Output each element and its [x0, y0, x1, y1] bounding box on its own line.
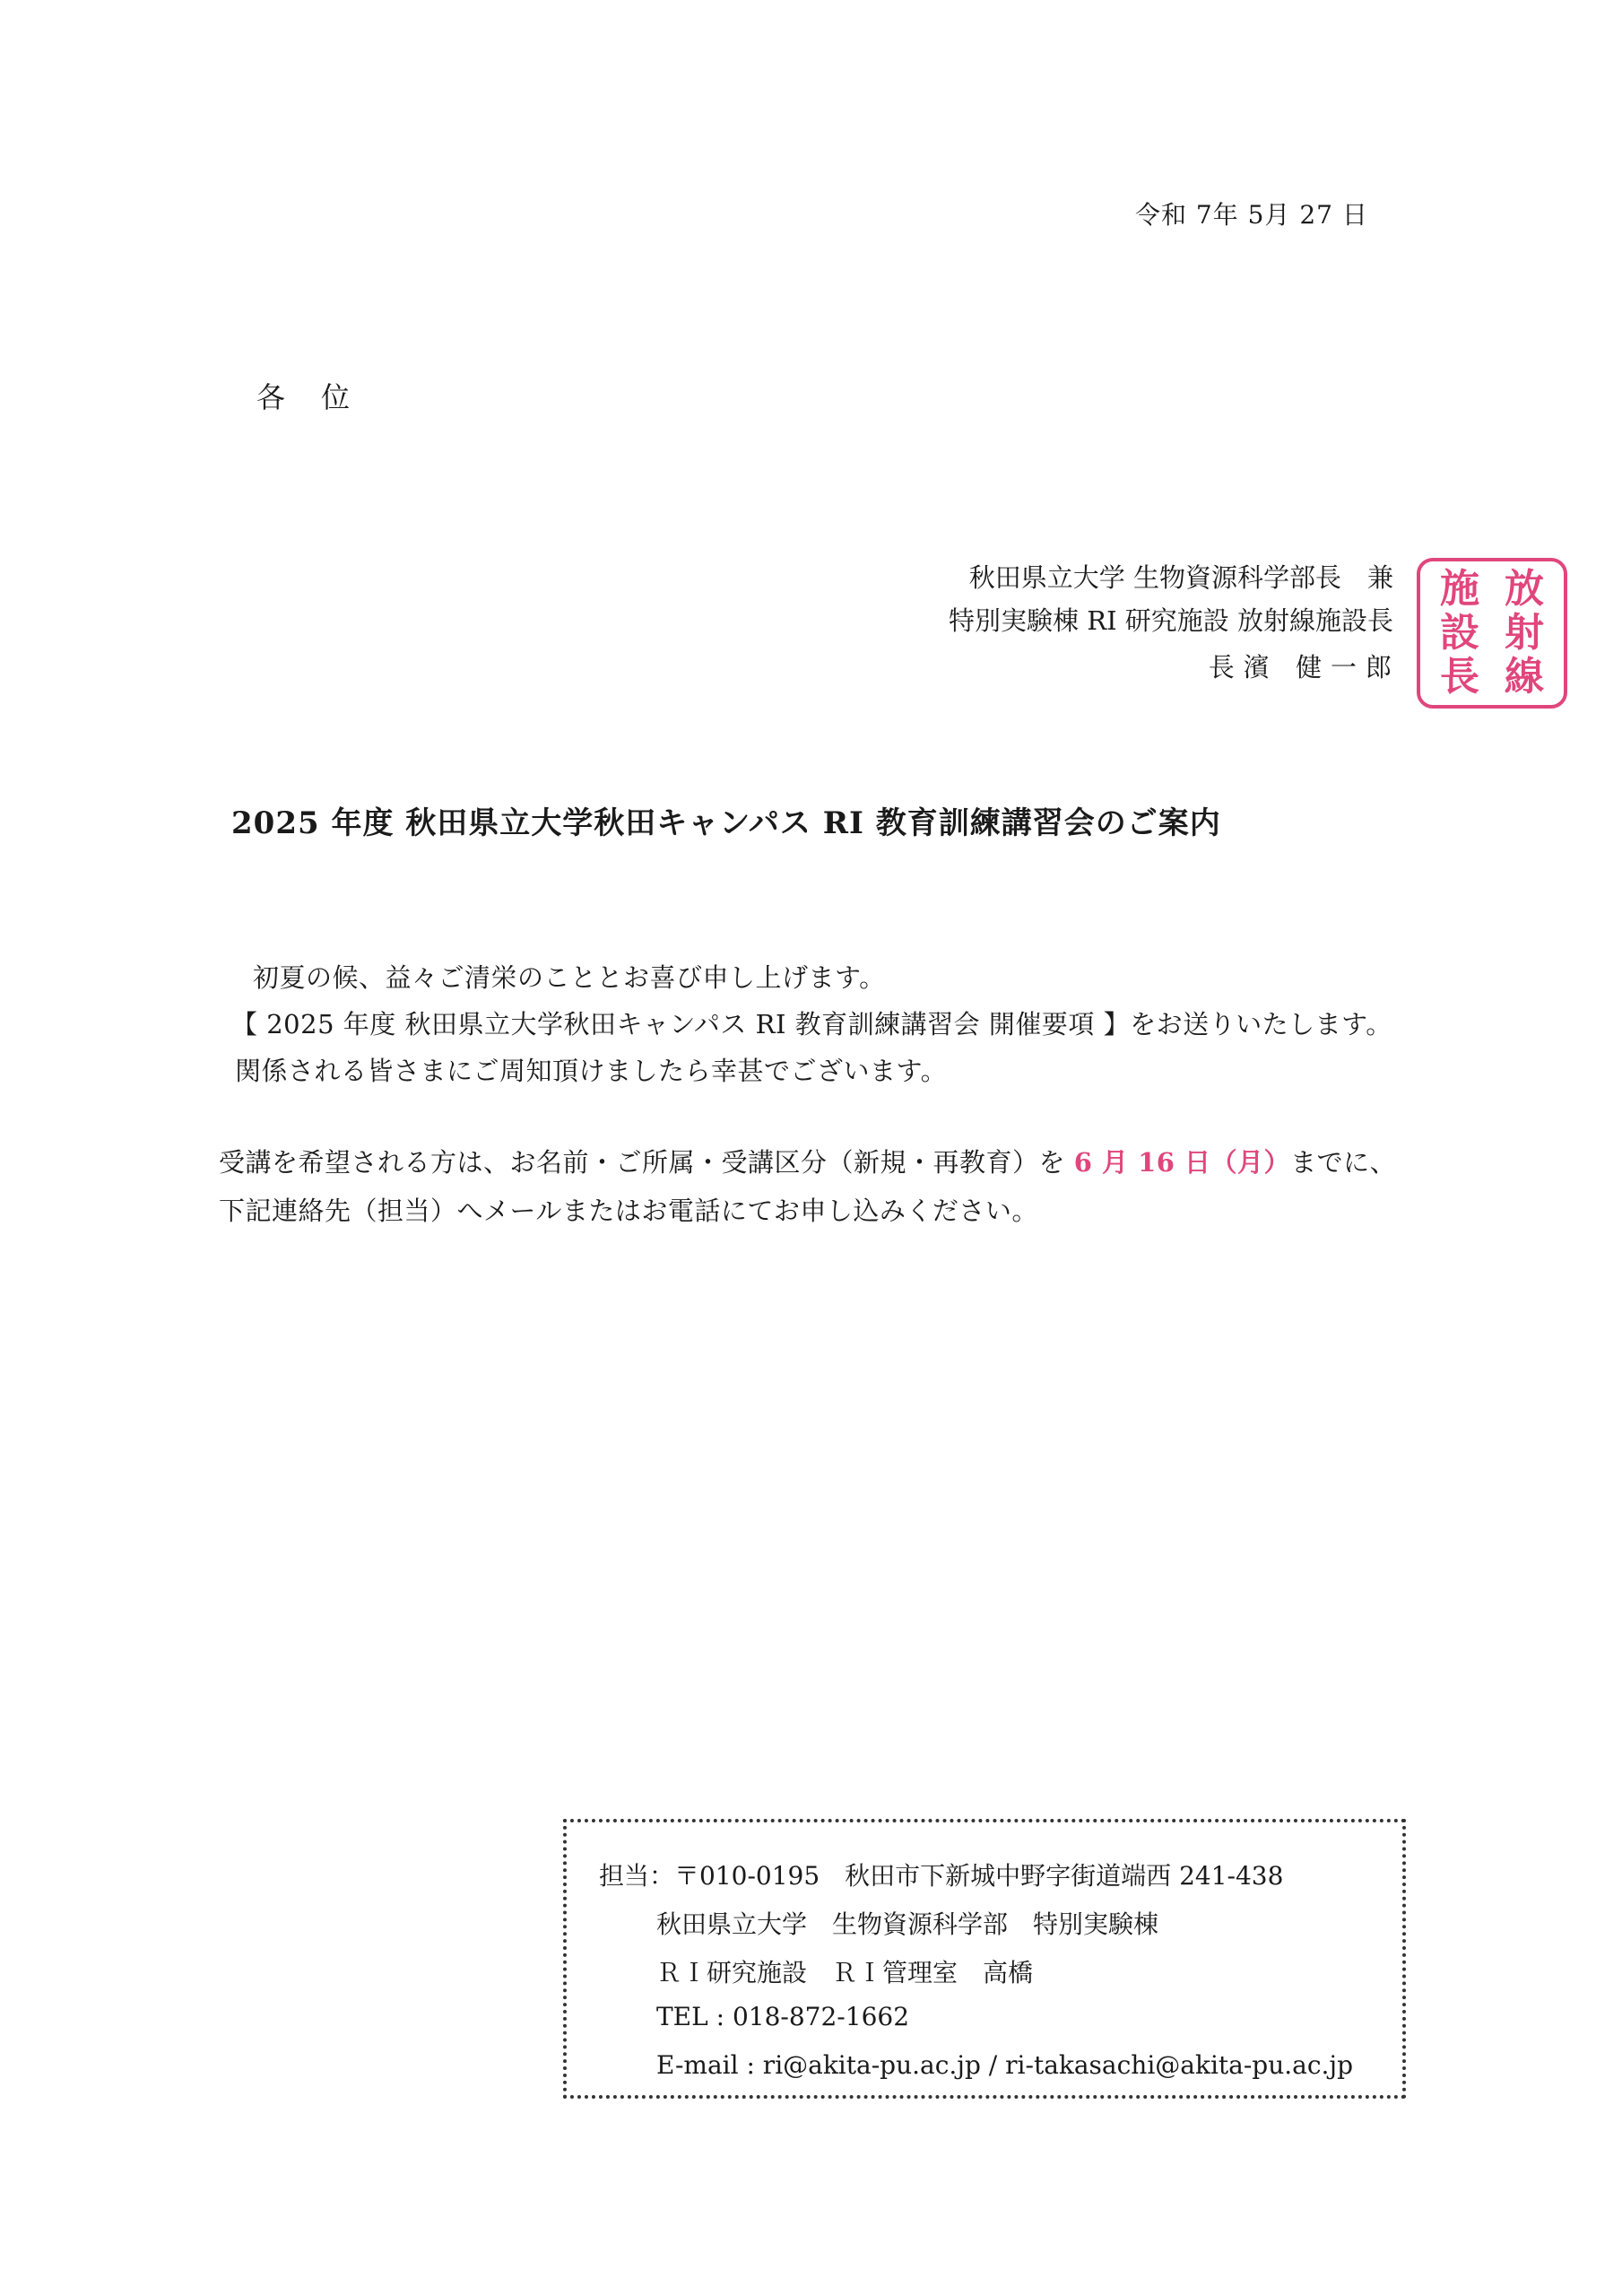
contact-email: E-mail : ri@akita-pu.ac.jp / ri-takasachi@akita-pu.ac.jp: [656, 2050, 1354, 2080]
seal-char: 放: [1505, 565, 1544, 612]
contact-address: 担当：〒010-0195 秋田市下新城中野字街道端西 241-438: [599, 1861, 1284, 1891]
enclosure-line: 【 2025 年度 秋田県立大学秋田キャンパス RI 教育訓練講習会 開催要項 】をお送りいたします。: [231, 1009, 1392, 1039]
seal-char: 長: [1440, 654, 1479, 700]
sender-line-1: 秋田県立大学 生物資源科学部長 兼: [968, 562, 1393, 593]
application-text: 受講を希望される方は、お名前・ご所属・受講区分（新規・再教育）を: [219, 1147, 1074, 1178]
contact-phone: TEL : 018-872-1662: [656, 2002, 910, 2031]
document-title: 2025 年度 秋田県立大学秋田キャンパス RI 教育訓練講習会のご案内: [231, 805, 1221, 841]
application-line: [219, 1143, 1396, 1179]
request-line: 関係される皆さまにご周知頂けましたら幸甚でございます。: [235, 1056, 948, 1086]
deadline-highlight: 6 月 16 日（月）: [1073, 1147, 1291, 1178]
seal-char: 施: [1440, 565, 1479, 612]
seal-char: 設: [1440, 609, 1479, 656]
contact-person: ＲＩ研究施設 ＲＩ管理室 高橋: [656, 1958, 1034, 1987]
application-text-end: までに、: [1290, 1147, 1397, 1178]
seal-char: 線: [1505, 654, 1544, 700]
document-date: 令和 7年 5月 27 日: [1135, 200, 1368, 230]
sender-name: 長濱 健一郎: [1208, 652, 1401, 683]
sender-line-2: 特別実験棟 RI 研究施設 放射線施設長: [949, 605, 1393, 636]
addressee: 各位: [256, 380, 386, 414]
seal-char: 射: [1505, 609, 1544, 656]
contact-instruction-line: 下記連絡先（担当）へメールまたはお電話にてお申し込みください。: [219, 1196, 1038, 1226]
contact-department: 秋田県立大学 生物資源科学部 特別実験棟: [656, 1909, 1159, 1939]
official-seal: [1417, 558, 1567, 709]
greeting-line: 初夏の候、益々ご清栄のこととお喜び申し上げます。: [253, 962, 886, 993]
